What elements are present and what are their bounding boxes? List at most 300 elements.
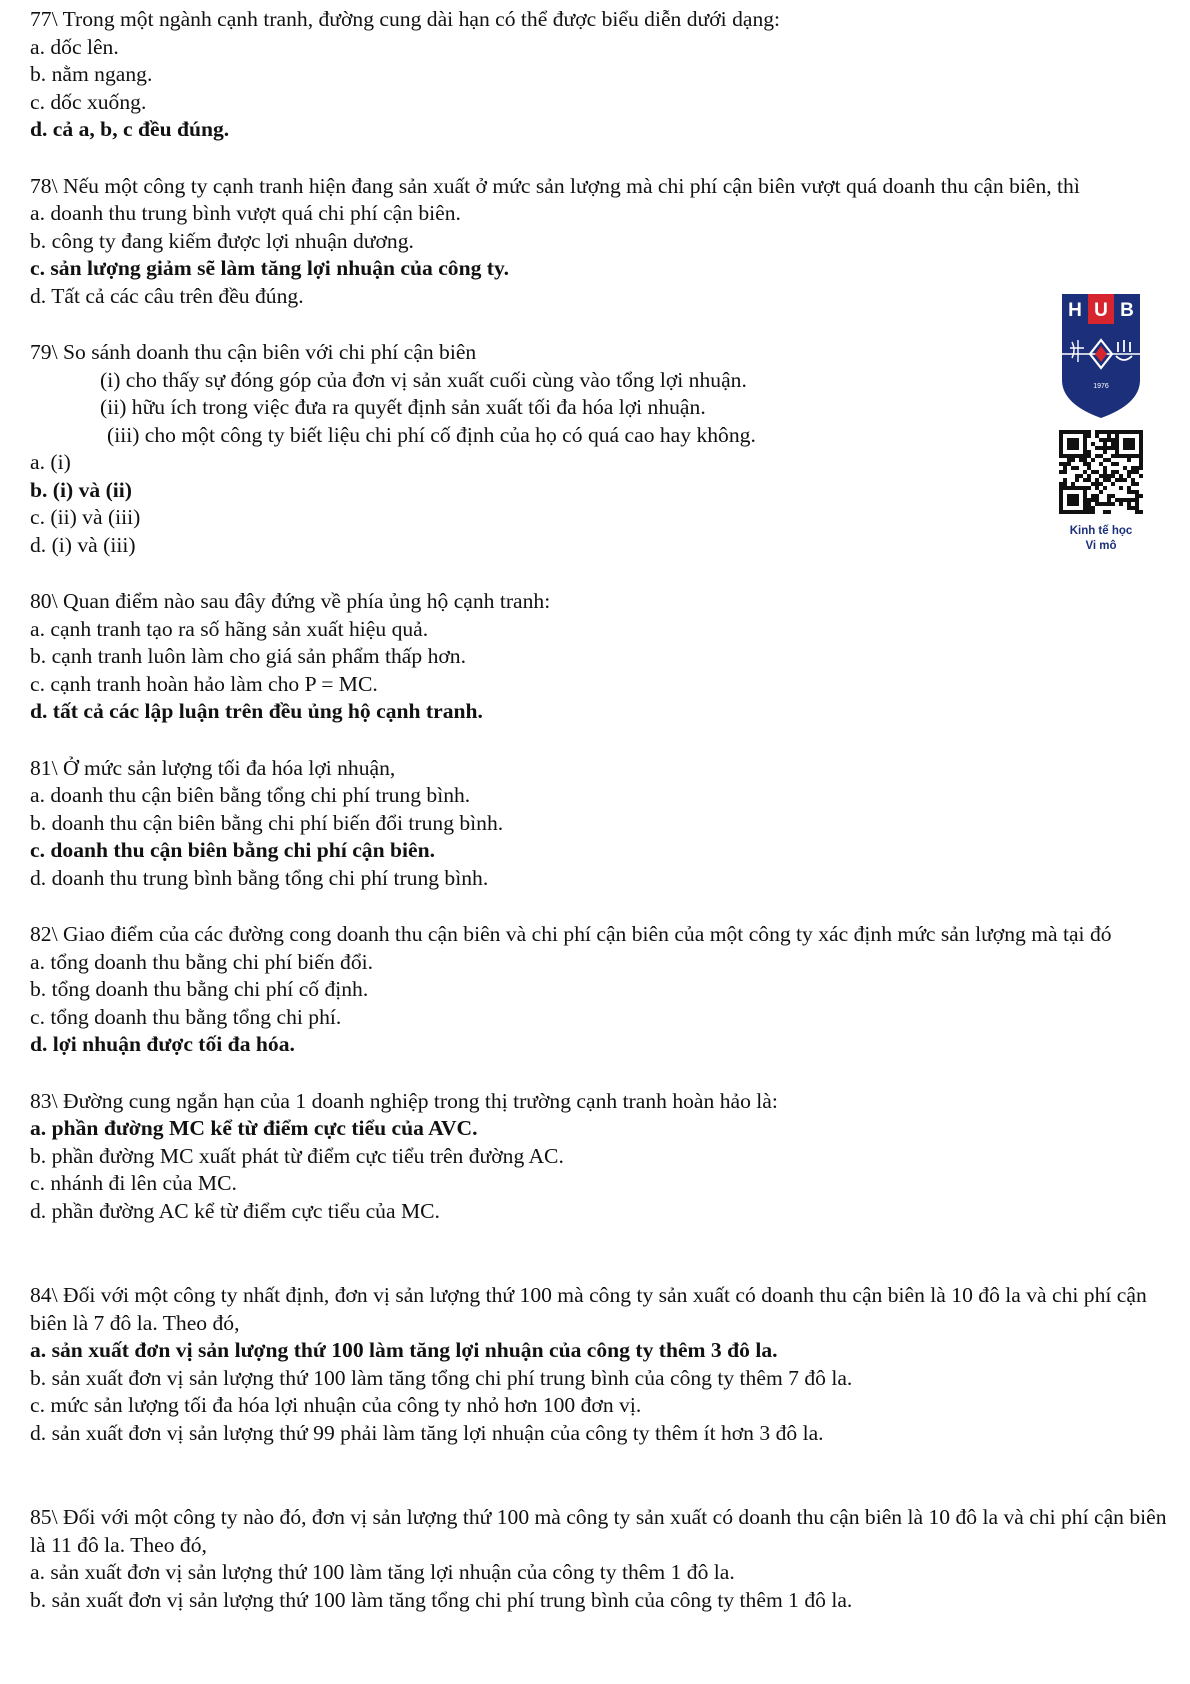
qr-module <box>1059 510 1063 514</box>
qr-module <box>1059 490 1063 494</box>
qr-module <box>1119 498 1123 502</box>
qr-module <box>1059 450 1063 454</box>
qr-module <box>1131 482 1135 486</box>
answer-option: a. tổng doanh thu bằng chi phí biến đổi. <box>30 949 374 974</box>
qr-module <box>1083 486 1087 490</box>
qr-module <box>1095 430 1099 434</box>
question-82 <box>30 921 1180 1059</box>
qr-module <box>1087 434 1091 438</box>
hub-logo-icon <box>1060 292 1142 420</box>
qr-module <box>1087 486 1091 490</box>
qr-module <box>1063 482 1067 486</box>
qr-module <box>1103 486 1107 490</box>
answer-option: d. Tất cả các câu trên đều đúng. <box>30 283 304 308</box>
qr-module <box>1091 470 1095 474</box>
qr-module <box>1075 498 1079 502</box>
qr-module <box>1083 510 1087 514</box>
qr-module <box>1079 486 1083 490</box>
qr-module <box>1091 482 1095 486</box>
qr-module <box>1071 466 1075 470</box>
qr-module <box>1127 442 1131 446</box>
qr-module <box>1107 478 1111 482</box>
question-84 <box>30 1282 1180 1447</box>
correct-answer-option: c. doanh thu cận biên bằng chi phí cận biên. <box>30 838 436 862</box>
document-body <box>30 6 1180 1614</box>
answer-option: b. sản xuất đơn vị sản lượng thứ 100 làm tăng tổng chi phí trung bình của công ty thêm 7 đô la. <box>30 1365 853 1390</box>
answer-option: a. dốc lên. <box>30 34 119 59</box>
qr-module <box>1095 502 1099 506</box>
qr-module <box>1075 486 1079 490</box>
qr-module <box>1115 438 1119 442</box>
qr-module <box>1067 442 1071 446</box>
answer-option: a. sản xuất đơn vị sản lượng thứ 100 làm tăng lợi nhuận của công ty thêm 1 đô la. <box>30 1560 735 1584</box>
qr-module <box>1111 454 1115 458</box>
question-stem: 84\ Đối với một công ty nhất định, đơn vị sản lượng thứ 100 mà công ty sản xuất có doanh thu cận biên là 10 đô la và chi phí cận biên là 7 đô la. Theo đó, <box>30 1283 1147 1335</box>
qr-module <box>1087 478 1091 482</box>
qr-module <box>1063 470 1067 474</box>
qr-module <box>1071 438 1075 442</box>
qr-module <box>1071 446 1075 450</box>
qr-module <box>1107 494 1111 498</box>
answer-option: a. (i) <box>30 450 71 474</box>
qr-module <box>1127 438 1131 442</box>
qr-module <box>1139 462 1143 466</box>
qr-module <box>1087 506 1091 510</box>
qr-module <box>1103 502 1107 506</box>
question-stem: 83\ Đường cung ngắn hạn của 1 doanh nghiệp trong thị trường cạnh tranh hoàn hảo là: <box>30 1088 778 1113</box>
qr-module <box>1131 430 1135 434</box>
qr-module <box>1083 438 1087 442</box>
qr-module <box>1083 454 1087 458</box>
correct-answer-option: d. tất cả các lập luận trên đều ủng hộ cạnh tranh. <box>30 699 483 723</box>
qr-module <box>1079 430 1083 434</box>
qr-module <box>1091 458 1095 462</box>
answer-option: c. mức sản lượng tối đa hóa lợi nhuận của công ty nhỏ hơn 100 đơn vị. <box>30 1393 642 1417</box>
qr-module <box>1091 506 1095 510</box>
answer-option: b. công ty đang kiếm được lợi nhuận dương. <box>30 228 414 253</box>
correct-answer-option: a. sản xuất đơn vị sản lượng thứ 100 làm tăng lợi nhuận của công ty thêm 3 đô la. <box>30 1338 778 1362</box>
qr-module <box>1075 430 1079 434</box>
qr-module <box>1107 502 1111 506</box>
qr-module <box>1095 434 1099 438</box>
qr-module <box>1139 458 1143 462</box>
qr-module <box>1071 458 1075 462</box>
correct-answer-option: a. phần đường MC kể từ điểm cực tiểu của AVC. <box>30 1116 478 1140</box>
qr-module <box>1131 498 1135 502</box>
qr-module <box>1067 446 1071 450</box>
qr-module <box>1099 482 1103 486</box>
qr-module <box>1083 490 1087 494</box>
qr-module <box>1095 494 1099 498</box>
qr-module <box>1087 466 1091 470</box>
qr-module <box>1111 502 1115 506</box>
qr-module <box>1059 470 1063 474</box>
qr-module <box>1083 494 1087 498</box>
correct-answer-option: d. cả a, b, c đều đúng. <box>30 117 230 141</box>
qr-module <box>1087 502 1091 506</box>
qr-module <box>1067 498 1071 502</box>
qr-module <box>1131 478 1135 482</box>
qr-module <box>1099 438 1103 442</box>
qr-module <box>1067 486 1071 490</box>
qr-module <box>1115 478 1119 482</box>
qr-module <box>1059 430 1063 434</box>
answer-option: a. doanh thu cận biên bằng tổng chi phí trung bình. <box>30 783 471 807</box>
qr-module <box>1131 466 1135 470</box>
qr-module <box>1075 466 1079 470</box>
qr-module <box>1103 466 1107 470</box>
qr-module <box>1059 434 1063 438</box>
qr-module <box>1075 454 1079 458</box>
qr-module <box>1139 442 1143 446</box>
qr-module <box>1139 466 1143 470</box>
qr-module <box>1103 438 1107 442</box>
qr-module <box>1127 490 1131 494</box>
qr-module <box>1091 510 1095 514</box>
qr-module <box>1135 470 1139 474</box>
qr-module <box>1135 490 1139 494</box>
qr-module <box>1119 454 1123 458</box>
answer-option: d. phần đường AC kể từ điểm cực tiểu của MC. <box>30 1198 440 1223</box>
correct-answer-option: d. lợi nhuận được tối đa hóa. <box>30 1032 295 1056</box>
answer-option: c. dốc xuống. <box>30 89 147 114</box>
qr-module <box>1071 454 1075 458</box>
answer-option: d. doanh thu trung bình bằng tổng chi phí trung bình. <box>30 865 489 890</box>
qr-module <box>1111 494 1115 498</box>
qr-module <box>1063 454 1067 458</box>
qr-module <box>1123 442 1127 446</box>
qr-module <box>1083 450 1087 454</box>
qr-module <box>1059 446 1063 450</box>
qr-module <box>1135 454 1139 458</box>
qr-module <box>1095 478 1099 482</box>
qr-module <box>1071 510 1075 514</box>
qr-module <box>1075 494 1079 498</box>
qr-module <box>1059 462 1063 466</box>
qr-module <box>1103 458 1107 462</box>
qr-module <box>1071 498 1075 502</box>
qr-module <box>1127 446 1131 450</box>
qr-module <box>1115 454 1119 458</box>
question-77 <box>30 6 1180 144</box>
qr-module <box>1071 430 1075 434</box>
qr-module <box>1059 438 1063 442</box>
logo-letter-h: H <box>1068 300 1082 321</box>
qr-module <box>1063 486 1067 490</box>
qr-module <box>1135 482 1139 486</box>
qr-module <box>1059 498 1063 502</box>
qr-module <box>1123 478 1127 482</box>
qr-module <box>1075 442 1079 446</box>
qr-module <box>1075 474 1079 478</box>
answer-option: b. doanh thu cận biên bằng chi phí biến đổi trung bình. <box>30 810 504 835</box>
qr-module <box>1111 442 1115 446</box>
qr-module <box>1067 462 1071 466</box>
qr-module <box>1103 442 1107 446</box>
qr-module <box>1135 502 1139 506</box>
qr-module <box>1079 474 1083 478</box>
qr-module <box>1079 454 1083 458</box>
qr-module <box>1059 442 1063 446</box>
answer-option: b. tổng doanh thu bằng chi phí cố định. <box>30 977 369 1001</box>
qr-module <box>1127 486 1131 490</box>
qr-module <box>1111 470 1115 474</box>
qr-module <box>1131 454 1135 458</box>
qr-module <box>1059 502 1063 506</box>
qr-module <box>1107 458 1111 462</box>
qr-module <box>1127 506 1131 510</box>
qr-module <box>1083 502 1087 506</box>
correct-answer-option: c. sản lượng giảm sẽ làm tăng lợi nhuận của công ty. <box>30 256 510 280</box>
qr-module <box>1063 478 1067 482</box>
qr-module <box>1111 474 1115 478</box>
qr-module <box>1075 478 1079 482</box>
answer-option: c. cạnh tranh hoàn hảo làm cho P = MC. <box>30 671 378 696</box>
question-85 <box>30 1504 1180 1614</box>
caption-line-2: Vi mô <box>1085 540 1117 552</box>
qr-module <box>1107 510 1111 514</box>
qr-module <box>1067 438 1071 442</box>
qr-module <box>1083 470 1087 474</box>
qr-module <box>1095 470 1099 474</box>
qr-module <box>1059 482 1063 486</box>
qr-module <box>1107 430 1111 434</box>
qr-module <box>1067 454 1071 458</box>
qr-module <box>1127 474 1131 478</box>
qr-module <box>1059 454 1063 458</box>
answer-option: c. (ii) và (iii) <box>30 505 141 529</box>
qr-module <box>1103 446 1107 450</box>
qr-module <box>1063 466 1067 470</box>
qr-module <box>1059 486 1063 490</box>
qr-module <box>1139 450 1143 454</box>
qr-module <box>1099 462 1103 466</box>
qr-module <box>1099 430 1103 434</box>
logo-letter-u: U <box>1094 300 1108 321</box>
qr-module <box>1131 438 1135 442</box>
answer-option: a. doanh thu trung bình vượt quá chi phí cận biên. <box>30 201 461 225</box>
qr-module <box>1087 510 1091 514</box>
qr-module <box>1115 442 1119 446</box>
qr-module <box>1135 510 1139 514</box>
qr-module <box>1107 434 1111 438</box>
qr-module <box>1095 446 1099 450</box>
question-stem: 77\ Trong một ngành cạnh tranh, đường cung dài hạn có thể được biểu diễn dưới dạng: <box>30 7 781 31</box>
qr-module <box>1095 486 1099 490</box>
qr-module <box>1139 474 1143 478</box>
qr-module <box>1071 502 1075 506</box>
qr-module <box>1103 450 1107 454</box>
qr-module <box>1119 474 1123 478</box>
qr-module <box>1087 474 1091 478</box>
qr-module <box>1115 450 1119 454</box>
qr-module <box>1103 430 1107 434</box>
statement-item: (iii) cho một công ty biết liệu chi phí cố định của họ có quá cao hay không. <box>107 422 756 447</box>
qr-module <box>1067 458 1071 462</box>
answer-option: b. phần đường MC xuất phát từ điểm cực tiểu trên đường AC. <box>30 1143 564 1168</box>
qr-module <box>1111 446 1115 450</box>
qr-module <box>1123 438 1127 442</box>
qr-module <box>1099 474 1103 478</box>
qr-module <box>1135 506 1139 510</box>
qr-module <box>1131 506 1135 510</box>
qr-module <box>1059 494 1063 498</box>
qr-module <box>1111 462 1115 466</box>
qr-module <box>1123 430 1127 434</box>
qr-module <box>1075 502 1079 506</box>
qr-module <box>1087 462 1091 466</box>
qr-module <box>1139 510 1143 514</box>
qr-module <box>1079 510 1083 514</box>
qr-module <box>1063 510 1067 514</box>
qr-module <box>1083 506 1087 510</box>
qr-module <box>1115 434 1119 438</box>
qr-module <box>1067 502 1071 506</box>
qr-module <box>1075 510 1079 514</box>
question-stem: 80\ Quan điểm nào sau đây đứng về phía ủng hộ cạnh tranh: <box>30 589 551 613</box>
logo-caption <box>1040 524 1162 554</box>
answer-option: a. cạnh tranh tạo ra số hãng sản xuất hiệu quả. <box>30 616 429 641</box>
qr-module <box>1127 502 1131 506</box>
qr-module <box>1083 462 1087 466</box>
question-stem: 82\ Giao điểm của các đường cong doanh thu cận biên và chi phí cận biên của một công ty xác định mức sản lượng mà tại đó <box>30 922 1112 946</box>
qr-module <box>1127 454 1131 458</box>
qr-module <box>1135 466 1139 470</box>
qr-module <box>1071 482 1075 486</box>
qr-module <box>1103 478 1107 482</box>
question-stem: 85\ Đối với một công ty nào đó, đơn vị sản lượng thứ 100 mà công ty sản xuất có doanh thu cận biên là 10 đô la và chi phí cận biên là 11 đô la. Theo đó, <box>30 1505 1167 1557</box>
qr-module <box>1095 498 1099 502</box>
qr-module <box>1135 498 1139 502</box>
qr-module <box>1095 454 1099 458</box>
qr-module <box>1107 446 1111 450</box>
qr-module <box>1119 502 1123 506</box>
qr-module <box>1107 474 1111 478</box>
qr-module <box>1123 454 1127 458</box>
qr-module <box>1131 442 1135 446</box>
correct-answer-option: b. (i) và (ii) <box>30 477 132 502</box>
qr-module <box>1067 494 1071 498</box>
answer-option: d. sản xuất đơn vị sản lượng thứ 99 phải làm tăng lợi nhuận của công ty thêm ít hơn 3 đô la. <box>30 1420 824 1445</box>
question-78 <box>30 173 1180 311</box>
qr-module <box>1071 486 1075 490</box>
qr-module <box>1087 454 1091 458</box>
qr-module <box>1135 494 1139 498</box>
logo-letter-b: B <box>1120 300 1134 321</box>
qr-module <box>1079 458 1083 462</box>
statement-item: (ii) hữu ích trong việc đưa ra quyết định sản xuất tối đa hóa lợi nhuận. <box>100 395 706 419</box>
qr-module <box>1083 478 1087 482</box>
answer-option: c. tổng doanh thu bằng tổng chi phí. <box>30 1004 342 1029</box>
qr-module <box>1139 446 1143 450</box>
qr-module <box>1087 498 1091 502</box>
qr-module <box>1123 446 1127 450</box>
qr-module <box>1063 462 1067 466</box>
qr-module <box>1135 430 1139 434</box>
qr-module <box>1083 442 1087 446</box>
qr-module <box>1083 446 1087 450</box>
qr-module <box>1103 474 1107 478</box>
qr-module <box>1123 466 1127 470</box>
answer-option: b. cạnh tranh luôn làm cho giá sản phẩm thấp hơn. <box>30 644 466 668</box>
answer-option: b. sản xuất đơn vị sản lượng thứ 100 làm tăng tổng chi phí trung bình của công ty thêm 1 đô la. <box>30 1587 853 1612</box>
qr-module <box>1063 430 1067 434</box>
answer-option: c. nhánh đi lên của MC. <box>30 1171 237 1195</box>
qr-module <box>1127 458 1131 462</box>
question-79 <box>30 339 1180 559</box>
qr-module <box>1071 494 1075 498</box>
caption-line-1: Kinh tế học <box>1069 525 1133 537</box>
statement-item: (i) cho thấy sự đóng góp của đơn vị sản xuất cuối cùng vào tổng lợi nhuận. <box>100 367 747 392</box>
qr-module <box>1103 510 1107 514</box>
qr-module <box>1119 486 1123 490</box>
qr-module <box>1139 430 1143 434</box>
qr-module <box>1099 446 1103 450</box>
question-stem: 81\ Ở mức sản lượng tối đa hóa lợi nhuận, <box>30 755 396 780</box>
qr-module <box>1087 450 1091 454</box>
qr-module <box>1119 478 1123 482</box>
qr-module <box>1115 470 1119 474</box>
qr-module <box>1111 482 1115 486</box>
answer-option: b. nằm ngang. <box>30 62 153 86</box>
qr-module <box>1087 430 1091 434</box>
question-80 <box>30 588 1180 726</box>
question-stem: 78\ Nếu một công ty cạnh tranh hiện đang sản xuất ở mức sản lượng mà chi phí cận biên vượt quá doanh thu cận biên, thì <box>30 173 1080 198</box>
qr-module <box>1131 490 1135 494</box>
qr-module <box>1071 442 1075 446</box>
qr-module <box>1131 470 1135 474</box>
qr-module <box>1127 430 1131 434</box>
qr-module <box>1099 502 1103 506</box>
qr-module <box>1111 438 1115 442</box>
qr-module <box>1083 430 1087 434</box>
qr-module <box>1091 494 1095 498</box>
qr-module <box>1115 430 1119 434</box>
qr-module <box>1083 458 1087 462</box>
qr-module <box>1083 498 1087 502</box>
qr-module <box>1075 446 1079 450</box>
qr-module <box>1115 498 1119 502</box>
question-83 <box>30 1088 1180 1226</box>
qr-module <box>1091 498 1095 502</box>
qr-module <box>1091 442 1095 446</box>
qr-module <box>1115 462 1119 466</box>
qr-module <box>1095 482 1099 486</box>
question-81 <box>30 755 1180 893</box>
qr-module <box>1139 434 1143 438</box>
question-stem: 79\ So sánh doanh thu cận biên với chi phí cận biên <box>30 340 477 364</box>
qr-module <box>1067 430 1071 434</box>
qr-module <box>1127 470 1131 474</box>
qr-module <box>1111 430 1115 434</box>
qr-module <box>1107 438 1111 442</box>
qr-module <box>1099 490 1103 494</box>
qr-module <box>1139 494 1143 498</box>
answer-option: d. (i) và (iii) <box>30 532 136 557</box>
qr-module <box>1123 498 1127 502</box>
logo-year: 1976 <box>1093 383 1109 390</box>
qr-module <box>1127 498 1131 502</box>
qr-code-icon <box>1059 430 1143 514</box>
qr-module <box>1083 434 1087 438</box>
qr-module <box>1107 498 1111 502</box>
qr-module <box>1131 446 1135 450</box>
qr-module <box>1075 438 1079 442</box>
qr-module <box>1099 454 1103 458</box>
qr-module <box>1139 438 1143 442</box>
qr-module <box>1119 430 1123 434</box>
qr-module <box>1059 506 1063 510</box>
